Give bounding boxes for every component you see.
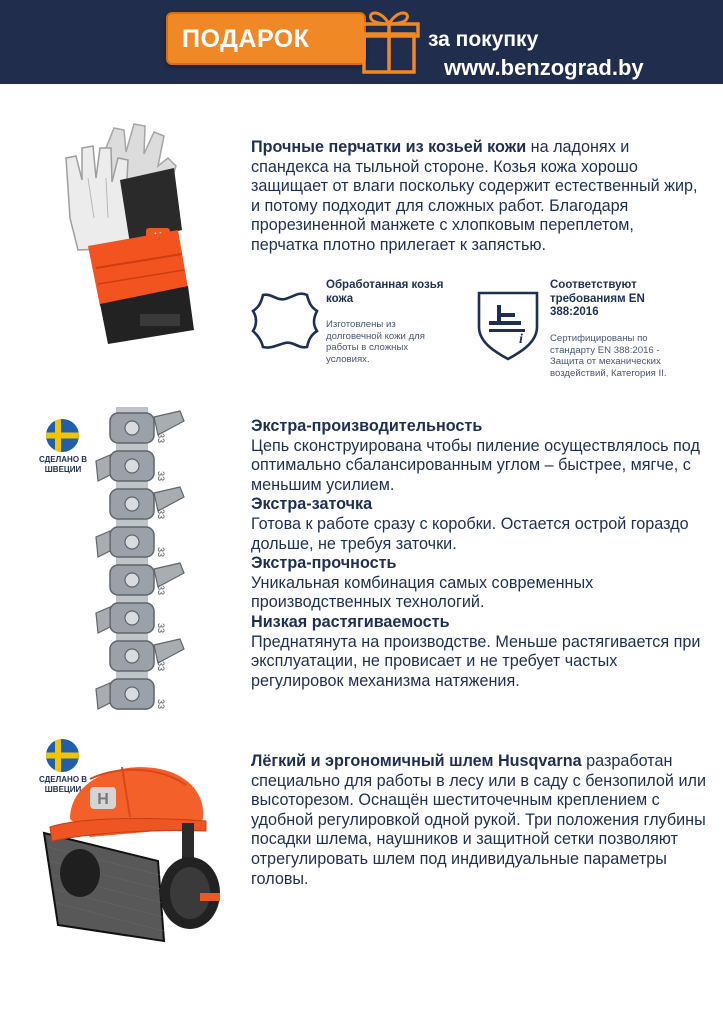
chain-link: [96, 451, 154, 481]
chain-link-number: 33: [156, 585, 166, 596]
helmet-text: разработан специально для работы в лесу или в саду с бензопилой или высоторезом. Оснащён шеститочечным креплением с удобной регулировкой одной рукой. Три положения глубины посадки шлема, наушников и защитной сетки позволяют отрегулировать шлем под индивидуальные параметры головы.: [251, 752, 706, 888]
chain-text-stretch: Преднатянута на производстве. Меньше растягивается при эксплуатации, не провисает и не требует частых регулировок механизма натяжения.: [251, 632, 701, 690]
feature-en388-desc: Сертифицированы по стандарту EN 388:2016 - Защита от механических воздействий, Категория II.: [550, 333, 667, 379]
gift-banner: [166, 12, 366, 65]
gift-box-icon: [358, 4, 420, 76]
helmet-title: Лёгкий и эргономичный шлем Husqvarna: [251, 752, 582, 770]
gloves-text: на ладонях и спандекса на тыльной стороне. Козья кожа хорошо защищает от влаги поскольку содержит естественный жир, и потому подходит для сложных работ. Благодаря прорезиненной манжете с хлопковым переплетом, перчатка плотно прилегает к запястью.: [251, 138, 698, 254]
gift-label: ПОДАРОК: [182, 25, 310, 53]
chain-link: [96, 603, 154, 633]
chain-link: [110, 563, 184, 595]
leather-hide-icon: [249, 289, 321, 351]
chain-link-number: 33: [156, 433, 166, 444]
gloves-title: Прочные перчатки из козьей кожи: [251, 138, 527, 156]
svg-text:H: H: [97, 791, 109, 808]
chain-link-number: 33: [156, 699, 166, 710]
chain-link-number: 33: [156, 471, 166, 482]
promo-text: за покупку: [428, 28, 539, 51]
helmet-image: [30, 757, 235, 949]
chain-heading-performance: Экстра-производительность: [251, 417, 483, 435]
gloves-image: [48, 118, 198, 350]
sweden-flag-icon: [46, 419, 79, 452]
chain-link-number: 33: [156, 509, 166, 520]
feature-en388-title: Соответствуют требованиям EN 388:2016: [550, 279, 645, 318]
gloves-description: [251, 138, 701, 256]
chain-link: [110, 411, 184, 443]
chain-link: [96, 679, 154, 709]
made-in-sweden-label: СДЕЛАНО В ШВЕЦИИ: [38, 775, 88, 794]
chain-link: [96, 527, 154, 557]
promo-header: [0, 0, 723, 84]
en388-shield-icon: [475, 289, 541, 361]
helmet-description: [251, 752, 706, 889]
svg-text:i: i: [519, 332, 523, 347]
saw-chain-image: [92, 407, 190, 710]
feature-leather-desc: Изготовлены из долговечной кожи для работы в сложных условиях.: [326, 319, 425, 365]
chain-description: [251, 417, 706, 691]
chain-link-number: 33: [156, 623, 166, 634]
made-in-sweden-label: СДЕЛАНО В ШВЕЦИИ: [38, 455, 88, 474]
chain-text-sharpness: Готова к работе сразу с коробки. Остается острой гораздо дольше, не требуя заточки.: [251, 514, 689, 553]
chain-link: [110, 487, 184, 519]
chain-link-number: 33: [156, 547, 166, 558]
chain-text-durability: Уникальная комбинация самых современных производственных технологий.: [251, 573, 594, 612]
chain-heading-durability: Экстра-прочность: [251, 554, 397, 573]
chain-link: [110, 639, 184, 671]
chain-link-number: 33: [156, 661, 166, 672]
chain-text-performance: Цепь сконструирована чтобы пиление осуществлялось под оптимально сбалансированным углом – быстрее, мягче, с меньшим усилием.: [251, 436, 700, 494]
chain-heading-sharpness: Экстра-заточка: [251, 495, 373, 514]
chain-heading-stretch: Низкая растягиваемость: [251, 612, 450, 631]
website-link[interactable]: www.benzograd.by: [444, 55, 644, 80]
feature-leather-title: Обработанная козья кожа: [326, 279, 444, 305]
